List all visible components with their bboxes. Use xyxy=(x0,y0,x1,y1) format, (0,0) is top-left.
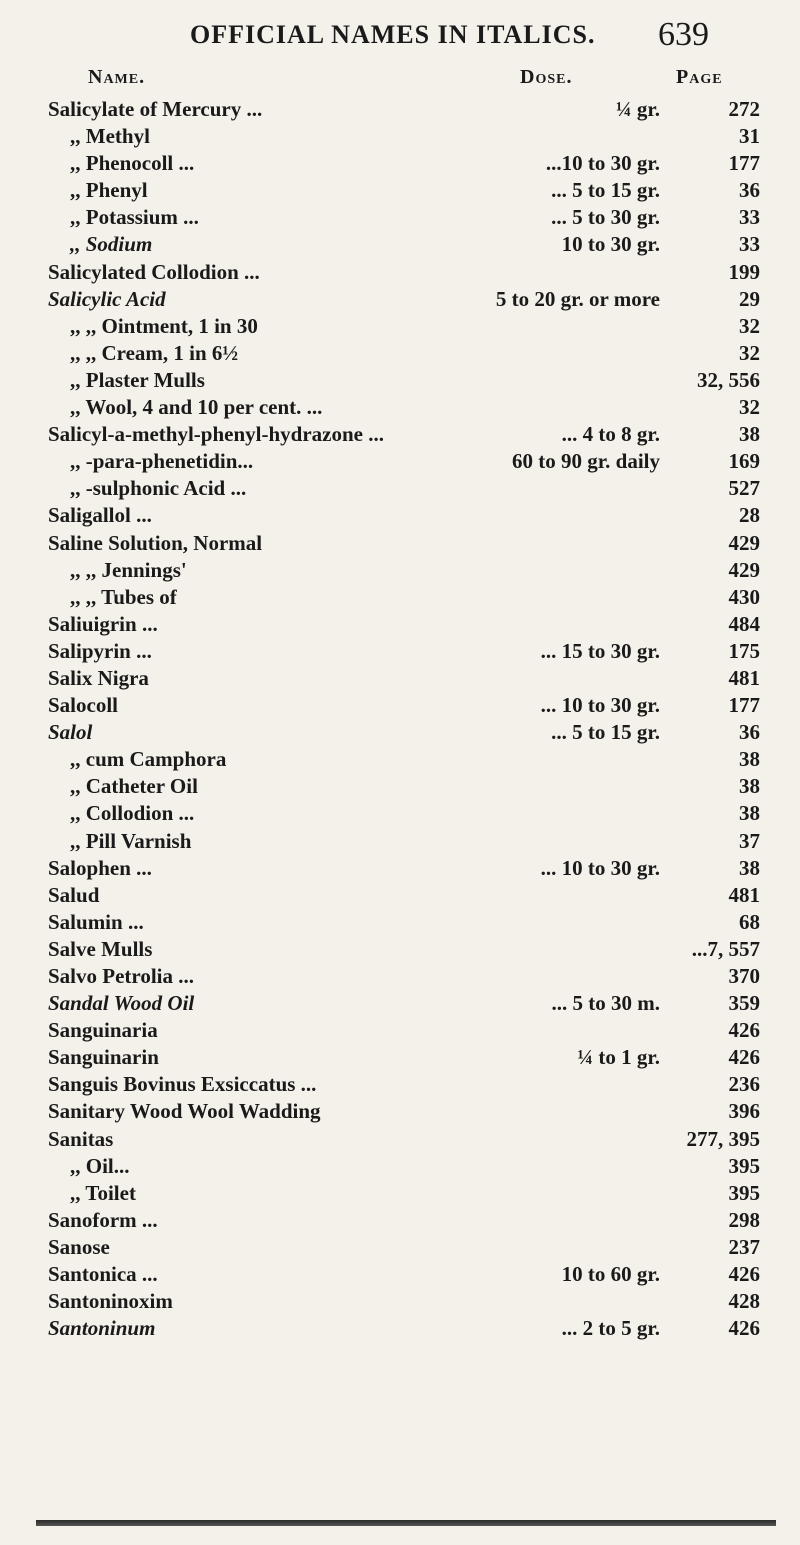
entry-dose: ¼ to 1 gr. xyxy=(577,1045,660,1070)
entry-dose: ... 5 to 15 gr. xyxy=(551,178,660,203)
entry-page: 396 xyxy=(728,1099,760,1124)
entry-name: Sandal Wood Oil xyxy=(48,991,195,1016)
entry-name: Salicylate of Mercury ... xyxy=(48,97,263,121)
entry-name: Salicylated Collodion ... xyxy=(48,259,260,284)
entry-name: ,, ,, Jennings' xyxy=(70,557,187,582)
index-entry xyxy=(0,259,800,286)
entry-name: ,, Toilet xyxy=(70,1180,136,1205)
index-entry xyxy=(0,313,800,340)
index-entry xyxy=(0,746,800,773)
index-entry xyxy=(0,1207,800,1234)
entry-dose: ... 5 to 30 gr. xyxy=(551,205,660,230)
entry-name: Santoninoxim xyxy=(48,1289,173,1314)
entry-name: Salve Mulls xyxy=(48,936,153,961)
entry-page: 32 xyxy=(739,395,760,420)
entry-page: 484 xyxy=(728,611,760,636)
index-entry xyxy=(0,909,800,936)
entry-dose: ... 10 to 30 gr. xyxy=(540,855,660,880)
index-entry xyxy=(0,773,800,800)
entry-page: 32 xyxy=(739,313,760,338)
column-headers xyxy=(0,66,800,96)
entry-name: Sanguinaria xyxy=(48,1018,158,1043)
entry-page: 38 xyxy=(739,801,760,826)
column-header-dose: Dose. xyxy=(520,66,573,88)
index-entry xyxy=(0,204,800,231)
index-entry xyxy=(0,502,800,529)
entry-name: ,, ,, Cream, 1 in 6½ xyxy=(70,340,239,365)
index-entry xyxy=(0,150,800,177)
entry-page: 38 xyxy=(739,422,760,447)
index-entry xyxy=(0,286,800,313)
index-entry xyxy=(0,1044,800,1071)
entry-page: 38 xyxy=(739,747,760,772)
entry-page: 426 xyxy=(728,1316,760,1341)
entry-page: 429 xyxy=(728,530,760,555)
entry-name: Saline Solution, Normal xyxy=(48,530,263,555)
index-entry xyxy=(0,1180,800,1207)
entry-name: Salol xyxy=(48,720,93,745)
entry-page: 481 xyxy=(728,665,760,690)
index-entry xyxy=(0,557,800,584)
entry-page: 28 xyxy=(739,503,760,528)
entry-dose: ... 4 to 8 gr. xyxy=(561,422,660,447)
entry-page: 481 xyxy=(728,882,760,907)
entry-page: ...7, 557 xyxy=(691,936,760,961)
entry-dose: ¼ gr. xyxy=(615,97,660,121)
entry-name: ,, Phenyl xyxy=(70,178,148,203)
entry-page: 395 xyxy=(728,1153,760,1178)
entry-page: 177 xyxy=(728,693,760,718)
entry-page: 33 xyxy=(739,232,760,257)
entry-name: Salicyl-a-methyl-phenyl-hydrazone ... xyxy=(48,422,384,447)
entry-dose: 5 to 20 gr. or more xyxy=(495,286,660,311)
index-entry xyxy=(0,1017,800,1044)
entry-page: 429 xyxy=(728,557,760,582)
entry-page: 298 xyxy=(728,1207,760,1232)
entry-name: ,, Collodion ... xyxy=(70,801,195,826)
entry-name: Sanitas xyxy=(48,1126,114,1151)
index-entry xyxy=(0,584,800,611)
column-header-name: Name. xyxy=(88,66,146,88)
index-entry xyxy=(0,828,800,855)
index-entry xyxy=(0,611,800,638)
index-entry xyxy=(0,665,800,692)
index-entry xyxy=(0,448,800,475)
entry-dose: ... 10 to 30 gr. xyxy=(540,693,660,718)
index-entry xyxy=(0,855,800,882)
entry-page: 426 xyxy=(728,1262,760,1287)
index-entry xyxy=(0,475,800,502)
entry-name: ,, Plaster Mulls xyxy=(70,367,205,392)
entry-page: 428 xyxy=(728,1289,760,1314)
entry-name: Salumin ... xyxy=(48,909,144,934)
entry-name: ,, Potassium ... xyxy=(70,205,199,230)
entry-page: 32 xyxy=(739,340,760,365)
entry-name: ,, ,, Ointment, 1 in 30 xyxy=(70,313,258,338)
entry-page: 370 xyxy=(728,964,760,988)
index-entry xyxy=(0,421,800,448)
index-entry xyxy=(0,1288,800,1315)
entry-name: ,, -para-phenetidin... xyxy=(70,449,254,474)
entry-page: 36 xyxy=(739,178,760,203)
entry-page: 33 xyxy=(739,205,760,230)
entry-name: Salix Nigra xyxy=(48,665,149,690)
index-entry xyxy=(0,963,800,990)
index-entry xyxy=(0,1153,800,1180)
page-number: 639 xyxy=(658,16,709,53)
entry-name: ,, Sodium xyxy=(70,232,153,257)
entry-page: 37 xyxy=(739,828,760,853)
entry-name: ,, cum Camphora xyxy=(70,747,227,772)
entry-dose: ... 5 to 15 gr. xyxy=(551,720,660,745)
index-entry xyxy=(0,394,800,421)
entry-page: 237 xyxy=(728,1234,760,1259)
index-entry xyxy=(0,340,800,367)
entry-name: ,, Wool, 4 and 10 per cent. ... xyxy=(70,395,323,420)
entry-dose: ... 2 to 5 gr. xyxy=(561,1316,660,1341)
entry-name: ,, Phenocoll ... xyxy=(70,151,195,176)
running-title: OFFICIAL NAMES IN ITALICS. xyxy=(190,20,596,49)
entry-name: Saliuigrin ... xyxy=(48,611,158,636)
entry-page: 38 xyxy=(739,855,760,880)
column-header-page: Page xyxy=(676,66,723,88)
entry-name: Salud xyxy=(48,882,100,907)
index-entry xyxy=(0,367,800,394)
entry-name: Salicylic Acid xyxy=(48,286,166,311)
entry-page: 175 xyxy=(728,638,760,663)
page-bottom-rule xyxy=(36,1520,776,1526)
entry-page: 169 xyxy=(728,449,760,474)
entry-name: Sanose xyxy=(48,1234,110,1259)
entry-name: ,, Pill Varnish xyxy=(70,828,192,853)
index-entry xyxy=(0,96,800,123)
index-entry xyxy=(0,1126,800,1153)
index-entry xyxy=(0,990,800,1017)
index-entry xyxy=(0,638,800,665)
running-head xyxy=(0,14,800,60)
index-entry xyxy=(0,1098,800,1125)
index-entries xyxy=(0,96,800,1342)
entry-page: 68 xyxy=(739,909,760,934)
entry-name: ,, Methyl xyxy=(70,124,150,149)
entry-page: 236 xyxy=(728,1072,760,1097)
entry-dose: 10 to 30 gr. xyxy=(561,232,660,257)
entry-page: 36 xyxy=(739,720,760,745)
entry-name: ,, -sulphonic Acid ... xyxy=(70,476,247,501)
index-entry xyxy=(0,123,800,150)
entry-name: ,, Catheter Oil xyxy=(70,774,198,799)
entry-name: Sanoform ... xyxy=(48,1207,158,1232)
entry-page: 527 xyxy=(728,476,760,501)
entry-name: Salophen ... xyxy=(48,855,152,880)
index-entry xyxy=(0,1071,800,1098)
index-entry xyxy=(0,1315,800,1342)
entry-page: 277, 395 xyxy=(686,1126,760,1151)
entry-dose: ... 15 to 30 gr. xyxy=(540,638,660,663)
entry-name: ,, ,, Tubes of xyxy=(70,584,177,609)
entry-name: Salvo Petrolia ... xyxy=(48,964,195,988)
entry-dose: 60 to 90 gr. daily xyxy=(512,449,660,474)
entry-page: 31 xyxy=(739,124,760,149)
entry-page: 359 xyxy=(728,991,760,1016)
index-entry xyxy=(0,936,800,963)
entry-page: 430 xyxy=(728,584,760,609)
index-entry xyxy=(0,177,800,204)
entry-page: 272 xyxy=(728,97,760,121)
entry-name: Salocoll xyxy=(48,693,119,718)
index-entry xyxy=(0,882,800,909)
entry-page: 38 xyxy=(739,774,760,799)
index-entry xyxy=(0,1234,800,1261)
index-entry xyxy=(0,719,800,746)
entry-name: Sanitary Wood Wool Wadding xyxy=(48,1099,321,1124)
entry-dose: ...10 to 30 gr. xyxy=(545,151,660,176)
entry-page: 426 xyxy=(728,1045,760,1070)
entry-page: 177 xyxy=(728,151,760,176)
index-entry xyxy=(0,530,800,557)
entry-name: ,, Oil... xyxy=(70,1153,130,1178)
index-entry xyxy=(0,1261,800,1288)
entry-page: 32, 556 xyxy=(697,367,760,392)
entry-name: Saligallol ... xyxy=(48,503,152,528)
entry-dose: ... 5 to 30 m. xyxy=(551,991,660,1016)
entry-page: 395 xyxy=(728,1180,760,1205)
entry-page: 29 xyxy=(739,286,760,311)
entry-name: Salipyrin ... xyxy=(48,638,152,663)
entry-name: Santoninum xyxy=(48,1316,156,1341)
index-entry xyxy=(0,231,800,258)
entry-name: Santonica ... xyxy=(48,1262,158,1287)
entry-name: Sanguinarin xyxy=(48,1045,159,1070)
entry-page: 199 xyxy=(728,259,760,284)
entry-name: Sanguis Bovinus Exsiccatus ... xyxy=(48,1072,317,1097)
entry-page: 426 xyxy=(728,1018,760,1043)
entry-dose: 10 to 60 gr. xyxy=(561,1262,660,1287)
index-entry xyxy=(0,692,800,719)
index-entry xyxy=(0,800,800,827)
